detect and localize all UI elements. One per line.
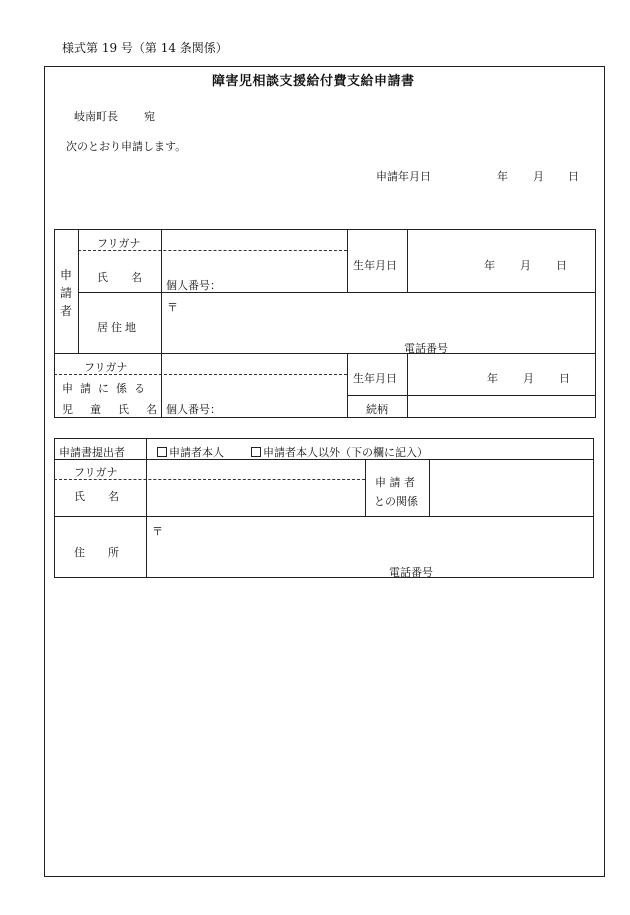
checkbox-self[interactable] [157,447,167,457]
submitter-name-input[interactable] [150,483,360,513]
form-title: 障害児相談支援給付費支給申請書 [212,74,415,89]
submitter-phone-label: 電話番号 [389,566,433,579]
addressee-honorific: 宛 [144,110,155,123]
addressee-name: 岐南町長 [74,110,118,123]
application-date-month[interactable]: 月 [533,170,544,183]
submitter-option-self[interactable]: 申請者本人 [157,444,224,460]
child-birth-year[interactable]: 年 [487,372,498,385]
submitter-address-input[interactable] [166,520,586,560]
applicant-birth-date-label: 生年月日 [353,259,397,272]
child-birth-day[interactable]: 日 [559,372,570,385]
form-number: 様式第 19 号（第 14 条関係） [62,41,228,55]
applicant-birth-month[interactable]: 月 [520,259,531,272]
applicant-section-label: 申 請 者 [59,268,72,318]
application-date-year[interactable]: 年 [497,170,508,183]
submitter-furigana-input[interactable] [150,462,360,477]
intro-text: 次のとおり申請します。 [66,140,187,153]
applicant-name-input[interactable] [166,252,344,272]
child-furigana-label: フリガナ [84,361,128,374]
child-name-input[interactable] [166,377,344,397]
application-date-label: 申請年月日 [376,170,431,183]
child-furigana-input[interactable] [166,356,344,372]
submitter-relation-input[interactable] [432,462,590,513]
applicant-phone-label: 電話番号 [404,342,448,355]
child-relation-input[interactable] [410,398,594,416]
applicant-birth-day[interactable]: 日 [556,259,567,272]
submitter-furigana-label: フリガナ [74,466,118,479]
applicant-furigana-input[interactable] [166,232,344,248]
submitter-name-label: 氏 名 [74,490,125,503]
child-birth-date-label: 生年月日 [353,372,397,385]
applicant-address-label: 居住地 [97,321,139,334]
child-label-line2: 児童氏名 [62,403,174,416]
applicant-personal-number-label: 個人番号： [166,279,221,292]
submitter-relation-line2: との関係 [374,495,418,508]
applicant-postal-mark: 〒 [167,301,178,314]
submitter-relation-line1: 申 請 者 [375,476,415,489]
child-relation-label: 続柄 [366,403,388,416]
submitter-option-other[interactable]: 申請者本人以外（下の欄に記入） [251,444,428,460]
applicant-address-input[interactable] [180,296,590,336]
applicant-name-label: 氏 名 [97,271,148,284]
child-label-line1: 申請に係る [62,382,152,395]
application-date-day[interactable]: 日 [568,170,579,183]
applicant-furigana-label: フリガナ [97,237,141,250]
checkbox-other[interactable] [251,447,261,457]
submitter-postal-mark: 〒 [152,525,163,538]
applicant-birth-year[interactable]: 年 [484,259,495,272]
submitter-address-label: 住 所 [74,546,125,559]
submitter-label: 申請書提出者 [59,446,125,459]
child-birth-month[interactable]: 月 [523,372,534,385]
child-personal-number-label: 個人番号： [166,403,221,416]
